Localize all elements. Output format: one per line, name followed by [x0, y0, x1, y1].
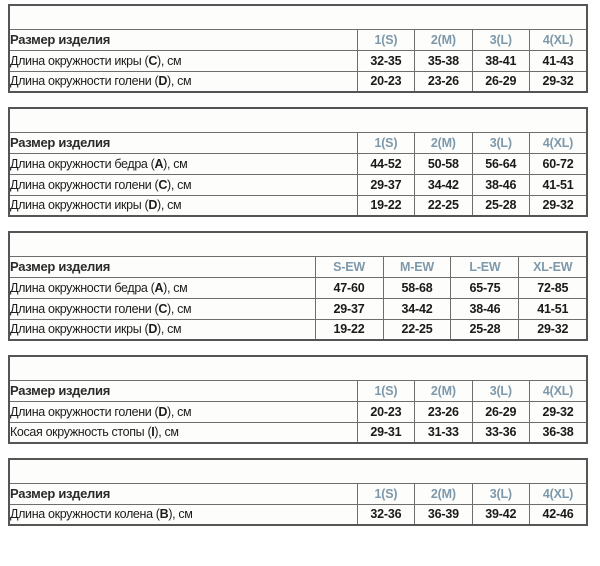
table-row [9, 504, 587, 525]
measurement-point-letter: C [158, 301, 168, 316]
measurement-value-cell: 29-37 [315, 298, 383, 319]
table-header-row [9, 483, 587, 504]
table-row [9, 153, 587, 174]
measurement-point-letter: C [158, 177, 168, 192]
size-column-header: 1(S) [357, 29, 414, 50]
measurement-value-cell: 31-33 [415, 422, 472, 443]
measurement-label-suffix: ), см [154, 425, 179, 440]
size-column-header: 2(M) [415, 483, 472, 504]
measurement-point-letter: D [148, 198, 158, 213]
measurement-label [9, 277, 315, 298]
size-column-header: 2(M) [415, 29, 472, 50]
measurement-value-cell: 56-64 [472, 153, 529, 174]
table-row [9, 195, 587, 216]
measurement-value-cell: 23-26 [415, 71, 472, 92]
measurement-point-letter: A [154, 280, 164, 295]
measurement-label [9, 504, 357, 525]
table-row [9, 319, 587, 340]
size-column-header: M-EW [383, 256, 451, 277]
measurement-point-letter: D [158, 404, 168, 419]
measurement-label-prefix: Длина окружности бедра ( [10, 280, 155, 295]
measurement-label [9, 195, 357, 216]
size-column-header: XL-EW [519, 256, 587, 277]
measurement-label-suffix: ), см [168, 507, 193, 522]
table-title-row [9, 356, 587, 380]
measurement-label-prefix: Длина окружности икры ( [10, 198, 149, 213]
measurement-value-cell: 39-42 [472, 504, 529, 525]
size-column-header: 1(S) [357, 483, 414, 504]
table-row [9, 298, 587, 319]
table-header-row [9, 256, 587, 277]
table-row [9, 401, 587, 422]
row-label-header: Размер изделия [9, 132, 357, 153]
measurement-label-suffix: ), см [167, 404, 192, 419]
measurement-value-cell: 50-58 [415, 153, 472, 174]
measurement-value-cell: 41-43 [530, 50, 587, 71]
measurement-point-letter: D [158, 74, 168, 89]
measurement-label-prefix: Косая окружность стопы ( [10, 425, 152, 440]
measurement-label-prefix: Длина окружности голени ( [10, 74, 159, 89]
measurement-label-prefix: Длина окружности бедра ( [10, 156, 155, 171]
measurement-value-cell: 19-22 [315, 319, 383, 340]
measurement-value-cell: 22-25 [415, 195, 472, 216]
measurement-label-prefix: Длина окружности икры ( [10, 53, 149, 68]
measurement-value-cell: 26-29 [472, 401, 529, 422]
measurement-value-cell: 23-26 [415, 401, 472, 422]
measurement-value-cell: 36-38 [530, 422, 588, 443]
measurement-value-cell: 72-85 [519, 277, 587, 298]
measurement-point-letter: C [148, 53, 158, 68]
measurement-label-suffix: ), см [157, 198, 182, 213]
size-column-header: L-EW [451, 256, 519, 277]
size-table [8, 458, 588, 526]
measurement-label-prefix: Длина окружности колена ( [10, 507, 160, 522]
size-column-header: 4(XL) [530, 29, 587, 50]
row-label-header: Размер изделия [9, 380, 357, 401]
size-column-header: 3(L) [472, 380, 529, 401]
size-column-header: 4(XL) [530, 483, 587, 504]
size-column-header: 4(XL) [529, 132, 587, 153]
size-column-header: S-EW [315, 256, 383, 277]
table-header-row [9, 29, 587, 50]
table-row [9, 422, 587, 443]
size-column-header: 1(S) [357, 132, 414, 153]
measurement-value-cell: 41-51 [519, 298, 587, 319]
size-column-header: 3(L) [472, 483, 529, 504]
table-title [9, 232, 587, 256]
measurement-value-cell: 65-75 [451, 277, 519, 298]
measurement-value-cell: 36-39 [415, 504, 472, 525]
measurement-label-suffix: ), см [157, 53, 182, 68]
measurement-value-cell: 22-25 [383, 319, 451, 340]
measurement-label-suffix: ), см [163, 280, 188, 295]
measurement-value-cell: 42-46 [530, 504, 587, 525]
measurement-value-cell: 29-32 [530, 71, 587, 92]
measurement-value-cell: 58-68 [383, 277, 451, 298]
measurement-label-prefix: Длина окружности голени ( [10, 177, 159, 192]
measurement-label-prefix: Длина окружности икры ( [10, 322, 149, 337]
size-table [8, 4, 588, 93]
table-title [9, 5, 587, 29]
measurement-label-suffix: ), см [167, 74, 192, 89]
measurement-point-letter: D [148, 322, 158, 337]
measurement-label [9, 298, 315, 319]
table-header-row [9, 380, 587, 401]
table-title [9, 356, 587, 380]
measurement-value-cell: 44-52 [357, 153, 414, 174]
measurement-value-cell: 20-23 [357, 71, 414, 92]
table-title-row [9, 232, 587, 256]
table-title-row [9, 5, 587, 29]
measurement-label-prefix: Длина окружности голени ( [10, 301, 159, 316]
measurement-label-prefix: Длина окружности голени ( [10, 404, 159, 419]
measurement-value-cell: 32-36 [357, 504, 414, 525]
size-table [8, 231, 588, 341]
measurement-point-letter: I [151, 425, 155, 440]
measurement-value-cell: 34-42 [415, 174, 472, 195]
row-label-header: Размер изделия [9, 483, 357, 504]
table-row [9, 277, 587, 298]
table-header-row [9, 132, 587, 153]
size-column-header: 3(L) [472, 132, 529, 153]
measurement-value-cell: 35-38 [415, 50, 472, 71]
measurement-value-cell: 29-32 [519, 319, 587, 340]
measurement-value-cell: 60-72 [529, 153, 587, 174]
measurement-value-cell: 29-32 [530, 401, 588, 422]
measurement-value-cell: 29-31 [357, 422, 414, 443]
row-label-header: Размер изделия [9, 29, 357, 50]
size-column-header: 2(M) [415, 132, 472, 153]
table-title [9, 108, 587, 132]
measurement-label-suffix: ), см [157, 322, 182, 337]
table-row [9, 174, 587, 195]
measurement-value-cell: 38-46 [472, 174, 529, 195]
measurement-value-cell: 26-29 [472, 71, 529, 92]
size-column-header: 1(S) [357, 380, 414, 401]
measurement-value-cell: 33-36 [472, 422, 529, 443]
table-title-row [9, 459, 587, 483]
size-column-header: 3(L) [472, 29, 529, 50]
measurement-label [9, 71, 357, 92]
measurement-value-cell: 41-51 [529, 174, 587, 195]
measurement-label-suffix: ), см [163, 156, 188, 171]
measurement-label [9, 174, 357, 195]
row-label-header: Размер изделия [9, 256, 315, 277]
measurement-label [9, 50, 357, 71]
measurement-value-cell: 29-37 [357, 174, 414, 195]
measurement-label [9, 153, 357, 174]
measurement-label [9, 319, 315, 340]
size-table [8, 355, 588, 444]
table-row [9, 50, 587, 71]
size-column-header: 4(XL) [530, 380, 588, 401]
measurement-value-cell: 19-22 [357, 195, 414, 216]
measurement-label-suffix: ), см [167, 177, 192, 192]
measurement-point-letter: A [154, 156, 164, 171]
measurement-value-cell: 47-60 [315, 277, 383, 298]
measurement-label [9, 401, 357, 422]
measurement-point-letter: B [159, 507, 169, 522]
measurement-label [9, 422, 357, 443]
table-title [9, 459, 587, 483]
size-table [8, 107, 588, 217]
table-title-row [9, 108, 587, 132]
measurement-value-cell: 29-32 [529, 195, 587, 216]
measurement-value-cell: 32-35 [357, 50, 414, 71]
size-column-header: 2(M) [415, 380, 472, 401]
measurement-label-suffix: ), см [167, 301, 192, 316]
measurement-value-cell: 38-41 [472, 50, 529, 71]
measurement-value-cell: 25-28 [451, 319, 519, 340]
measurement-value-cell: 25-28 [472, 195, 529, 216]
measurement-value-cell: 38-46 [451, 298, 519, 319]
measurement-value-cell: 20-23 [357, 401, 414, 422]
table-row [9, 71, 587, 92]
measurement-value-cell: 34-42 [383, 298, 451, 319]
